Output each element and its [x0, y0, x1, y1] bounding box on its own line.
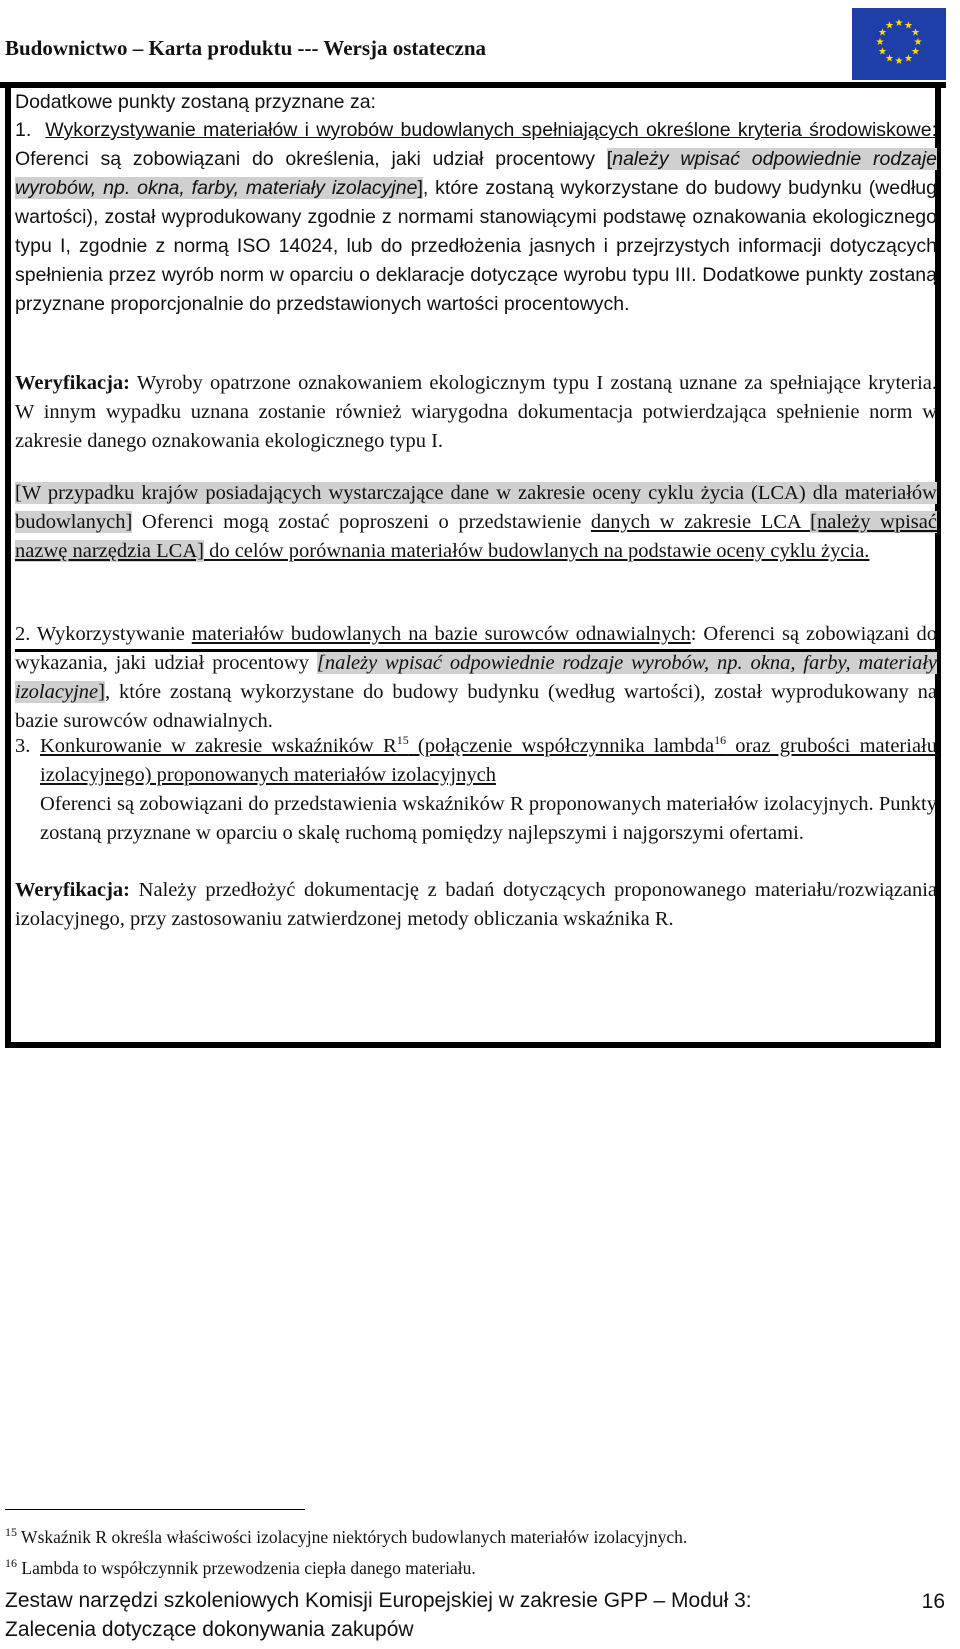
footer-line-1: Zestaw narzędzi szkoleniowych Komisji Europejskiej w zakresie GPP – Moduł 3:: [5, 1589, 752, 1612]
svg-text:★: ★: [878, 27, 887, 39]
svg-text:★: ★: [875, 37, 885, 48]
svg-text:★: ★: [904, 53, 913, 65]
svg-text:★: ★: [904, 20, 913, 32]
r-value-heading-part: Konkurowanie w zakresie wskaźników R: [40, 735, 397, 757]
criterion-1-body: , które zostaną wykorzystane do budowy budynku (według wartości), został wyprodukowany zgodnie z normami stanowiącymi podstawę oznakowania ekologicznego typu I, zgodnie z normą ISO 14024, lub do przedłożenia jasnych i przejrzystych informacji dotyczących spełnienia przez wyrób norm w oparciu o deklaracje dotyczące wyrobu typu III. Dodatkowe punkty zostaną przyznane proporcjonalnie do przedstawionych wartości procentowych.: [15, 177, 937, 315]
page-number: 16: [921, 1590, 945, 1613]
placeholder-bracket: ]: [98, 681, 105, 703]
footnote-rule: [5, 1509, 305, 1510]
svg-text:★: ★: [911, 27, 920, 39]
placeholder-bracket: ]: [417, 177, 423, 199]
criterion-2-text: : Oferenci są zobowiązani do wykazania, jaki udział procentowy: [15, 623, 937, 674]
footnote-number: 16: [5, 1556, 17, 1571]
footnote-ref-15: 15: [396, 733, 409, 748]
r-value-heading-part: oraz grubości materiału izolacyjnego) proponowanych materiałów izolacyjnych: [40, 735, 937, 786]
criterion-1-number: 1.: [15, 119, 32, 141]
footer-line-2: Zalecenia dotyczące dokonywania zakupów: [5, 1618, 414, 1641]
r-value-heading-part: (połączenie współczynnika lambda: [408, 735, 715, 757]
footnote-text: Lambda to współczynnik przewodzenia ciepła danego materiału.: [17, 1558, 476, 1578]
product-type-placeholder: należy wpisać odpowiednie rodzaje wyrobów, np. okna, farby, materiały izolacyjne: [15, 148, 938, 199]
criterion-3-body: Oferenci są zobowiązani do przedstawienia wskaźników R proponowanych materiałów izolacyjnych. Punkty zostaną przyznane w oparciu o skalę ruchomą pomiędzy najlepszymi i najgorszymi ofertami.: [40, 793, 937, 844]
criterion-3-number: 3.: [15, 735, 31, 757]
lca-purpose-text: do celów porównania materiałów budowlanych na podstawie oceny cyklu życia.: [203, 540, 870, 562]
verification-label: Weryfikacja:: [15, 879, 130, 901]
criterion-3: [40, 732, 937, 848]
svg-text:★: ★: [878, 46, 887, 58]
svg-text:★: ★: [885, 53, 894, 65]
placeholder-bracket: [: [606, 148, 613, 170]
verification-label: Weryfikacja:: [15, 372, 130, 394]
lca-text: Oferenci mogą zostać poproszeni o przedstawienie: [132, 511, 591, 533]
verification-2: [15, 876, 937, 934]
criterion-2-intro: 2. Wykorzystywanie: [15, 623, 192, 645]
footnote-number: 15: [5, 1525, 17, 1540]
footnote-text: Wskaźnik R określa właściwości izolacyjne niektórych budowlanych materiałów izolacyjnych.: [17, 1527, 688, 1547]
lca-condition-placeholder: [W przypadku krajów posiadających wystarczające dane w zakresie oceny cyklu życia (LCA) dla materiałów budowlanych]: [15, 482, 937, 533]
criterion-2-body: , które zostaną wykorzystane do budowy budynku (według wartości), został wyprodukowany na bazie surowców odnawialnych.: [15, 681, 937, 732]
svg-text:★: ★: [911, 46, 920, 58]
criterion-1-text: Oferenci są zobowiązani do określenia, jaki udział procentowy: [15, 148, 607, 170]
verification-1: [15, 369, 937, 456]
lca-tool-placeholder: [należy wpisać nazwę narzędzia LCA]: [15, 511, 937, 562]
eu-flag-icon: [852, 8, 946, 80]
product-type-placeholder-2: [należy wpisać odpowiednie rodzaje wyrobów, np. okna, farby, materiały izolacyjne: [15, 652, 938, 703]
lca-paragraph: [15, 479, 937, 566]
svg-text:★: ★: [894, 18, 904, 29]
svg-text:★: ★: [913, 37, 923, 48]
footnote-16: [5, 1557, 476, 1579]
svg-text:★: ★: [894, 56, 904, 67]
verification-2-text: Należy przedłożyć dokumentację z badań dotyczących proponowanego materiału/rozwiązania izolacyjnego, przy zastosowaniu zatwierdzonej metody obliczania wskaźnika R.: [15, 879, 937, 930]
lca-data-link-text: danych w zakresie LCA: [590, 511, 811, 533]
footnote-ref-16: 16: [714, 733, 727, 748]
criterion-1: [15, 116, 937, 319]
renewable-materials-heading: materiałów budowlanych na bazie surowców odnawialnych: [191, 623, 691, 645]
document-header-title: Budownictwo – Karta produktu --- Wersja ostateczna: [5, 36, 487, 60]
criterion-2: [15, 620, 937, 736]
r-value-heading: [40, 735, 937, 786]
intro-text: Dodatkowe punkty zostaną przyznane za:: [15, 91, 376, 113]
svg-text:★: ★: [885, 20, 894, 32]
verification-1-text: Wyroby opatrzone oznakowaniem ekologicznym typu I zostaną uznane za spełniające kryteria. W innym wypadku uznana zostanie również wiarygodna dokumentacja potwierdzająca spełnienie norm w zakresie danego oznakowania ekologicznego typu I.: [15, 372, 937, 452]
footnote-15: [5, 1526, 687, 1548]
criterion-1-heading: Wykorzystywanie materiałów i wyrobów budowlanych spełniających określone kryteria środowiskowe:: [45, 119, 937, 141]
